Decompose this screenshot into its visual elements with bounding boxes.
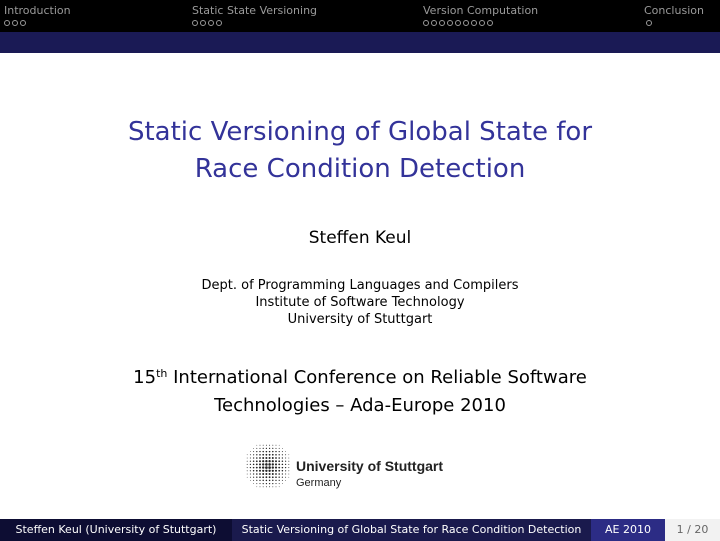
conference-number: 15 — [133, 367, 157, 388]
nav-dot[interactable] — [216, 20, 222, 26]
nav-dots-version-computation — [423, 20, 493, 26]
university-logo-mark-icon — [242, 440, 294, 492]
nav-dots-introduction — [4, 20, 26, 26]
footer-bar — [0, 519, 720, 541]
footer-page-number: 1 / 20 — [665, 519, 720, 541]
logo-university-name: University of Stuttgart — [296, 458, 444, 474]
navigation-bar — [0, 0, 720, 32]
institute-block — [0, 277, 720, 328]
nav-section-introduction[interactable]: Introduction — [4, 4, 71, 17]
title-line-2: Race Condition Detection — [194, 154, 526, 184]
navigation-stripe — [0, 32, 720, 53]
nav-section-conclusion[interactable]: Conclusion — [644, 4, 704, 17]
conference-line-1 — [0, 364, 720, 392]
nav-dot[interactable] — [431, 20, 437, 26]
nav-dot[interactable] — [471, 20, 477, 26]
nav-section-static-state-versioning[interactable]: Static State Versioning — [192, 4, 318, 17]
slide-title — [0, 114, 720, 188]
footer-title: Static Versioning of Global State for Race Condition Detection — [232, 519, 591, 541]
nav-dot[interactable] — [439, 20, 445, 26]
conference-name-part: International Conference on Reliable Software — [173, 367, 587, 388]
institute-department: Dept. of Programming Languages and Compilers — [201, 278, 519, 293]
author-name: Steffen Keul — [308, 228, 412, 248]
nav-dot[interactable] — [208, 20, 214, 26]
nav-dot[interactable] — [463, 20, 469, 26]
nav-dot[interactable] — [200, 20, 206, 26]
nav-dot[interactable] — [479, 20, 485, 26]
nav-dot[interactable] — [20, 20, 26, 26]
footer-author: Steffen Keul (University of Stuttgart) — [0, 519, 232, 541]
nav-dot[interactable] — [192, 20, 198, 26]
conference-block — [0, 364, 720, 420]
nav-dots-conclusion — [646, 20, 652, 26]
nav-dots-static-state-versioning — [192, 20, 222, 26]
institute-name: Institute of Software Technology — [255, 295, 465, 310]
nav-dot[interactable] — [4, 20, 10, 26]
institute-university: University of Stuttgart — [287, 312, 433, 327]
footer-event: AE 2010 — [591, 519, 665, 541]
nav-dot[interactable] — [423, 20, 429, 26]
nav-dot[interactable] — [646, 20, 652, 26]
nav-section-version-computation[interactable]: Version Computation — [423, 4, 539, 17]
nav-dot[interactable] — [487, 20, 493, 26]
nav-dot[interactable] — [12, 20, 18, 26]
logo-country: Germany — [296, 477, 342, 489]
conference-number-suffix: th — [156, 367, 168, 380]
nav-dot[interactable] — [455, 20, 461, 26]
title-line-1: Static Versioning of Global State for — [127, 117, 593, 147]
conference-line-2: Technologies – Ada-Europe 2010 — [214, 395, 506, 416]
university-logo — [240, 438, 460, 492]
nav-dot[interactable] — [447, 20, 453, 26]
